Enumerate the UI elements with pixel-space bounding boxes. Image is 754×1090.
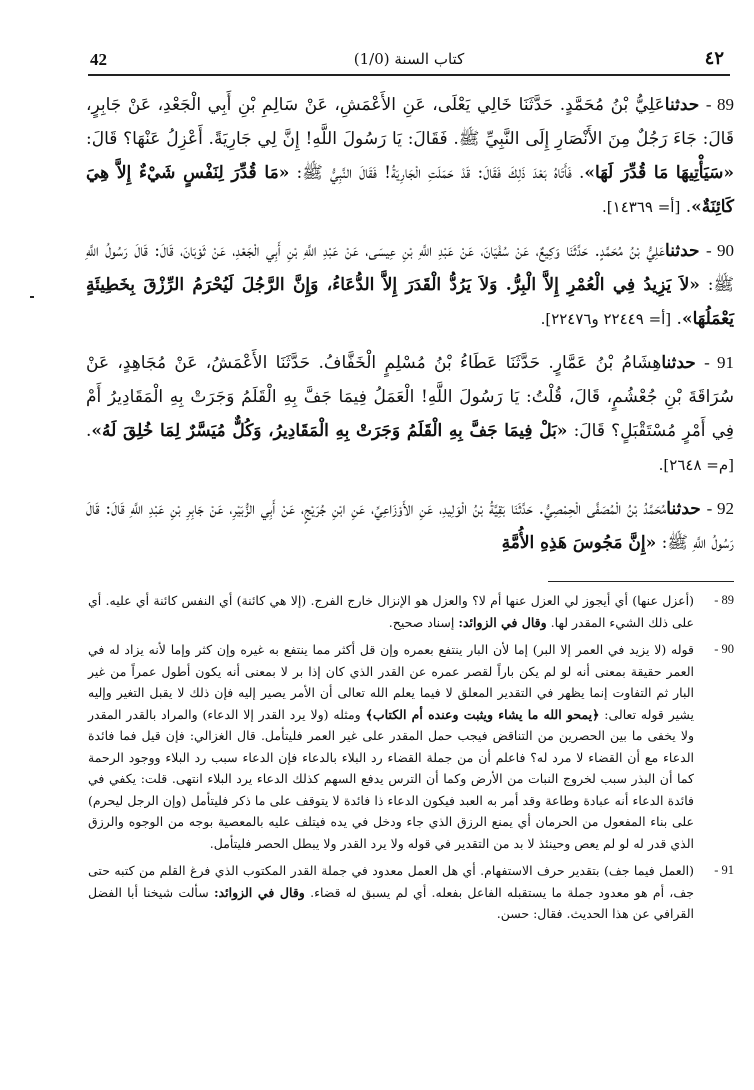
hadith-matn: «لاَ يَزِيدُ فِي الْعُمْرِ إِلاَّ الْبِرُّ. وَلاَ يَرُدُّ الْقَدَرَ إِلاَّ الدُّعَاءُ، وَإِنَّ الرَّجُلَ لَيُحْرَمُ الرِّزْقَ بِخَطِيئَةٍ يَعْمَلُهَا» <box>86 275 734 329</box>
hadith-92 <box>86 492 734 560</box>
hadith-text: . فَأَتَاهُ بَعْدَ ذَلِكَ فَقَالَ: قَدْ حَمَلَتِ الْجَارِيَةُ! فَقَالَ النَّبِيُّ ﷺ: <box>289 163 585 183</box>
hadith-text: . <box>86 421 92 441</box>
hadith-chain: هِشَامُ بْنُ عَمَّارٍ. حَدَّثَنَا عَطَاءُ بْنُ مُسْلِمٍ الْخَفَّافُ. حَدَّثَنَا الأَعْمَشُ، عَنْ مُجَاهِدٍ، عَنْ سُرَاقَةَ بْنِ جُعْشُمٍ، قَالَ، قُلْتُ: يَا رَسُولَ اللَّهِ! الْعَمَلُ فِيمَا جَفَّ بِهِ الْقَلَمُ وَجَرَتْ بِهِ الْمَقَادِيرُ أَمْ فِي أَمْرٍ مُسْتَقْبَلٍ؟ قَالَ: <box>86 353 734 441</box>
footnote-91 <box>88 860 734 925</box>
footnote-89 <box>88 590 734 633</box>
hadith-91 <box>86 346 734 482</box>
hadith-matn: «مَا قُدِّرَ لِنَفْسٍ شَيْءٌ إِلاَّ هِيَ كَائِنَةٌ» <box>86 163 734 217</box>
hadith-89 <box>86 88 734 224</box>
page-number-latin: 42 <box>90 50 107 69</box>
running-title: (1/0) كتاب السنة <box>353 50 465 68</box>
footnote-number: 89 - <box>714 593 734 607</box>
footnote-number: 91 - <box>714 863 734 877</box>
hadith-opener: حدثنا <box>661 353 696 373</box>
hadith-text: . <box>680 197 692 217</box>
footnote-bold: وقال في الزوائد: <box>213 884 305 900</box>
hadith-opener: حدثنا <box>664 95 700 115</box>
page-header <box>88 44 730 76</box>
footnote-90 <box>88 639 734 854</box>
hadith-chain: عَلِيُّ بْنُ مُحَمَّدٍ. حَدَّثَنَا وَكِيعٌ، عَنْ سُفْيَانَ، عَنْ عَبْدِ اللَّهِ بْنِ عِيسَى، عَنْ عَبْدِ اللَّهِ بْنِ أَبِي الْجَعْدِ، عَنْ ثَوْبَانَ، قَالَ: قَالَ رَسُولُ اللَّهِ ﷺ: <box>86 241 735 295</box>
footnote-text: ومثله (ولا يرد القدر إلا الدعاء) والمراد بالقدر المقدر ولا يخفى ما بين الحصرين من التناقض فيجب حمل المقدر على غير العمر فليتأمل. قال الغزالي: فإن قيل فما فائدة الدعاء مع أن القضاء لا مرد له؟ فاعلم أن من جملة القضاء رد البلاء بالدعاء فإن الدعاء سبب رد البلاء ووجود الرحمة كما أن البذر سبب لخروج النبات من الأرض وكما أن الترس يدفع السهم كذلك الدعاء يرد البلاء انتهى. قلت: يكفي في فائدة الدعاء أنه عبادة وطاعة وقد أمر به العبد فيكون الدعاء ذا فائدة لا يتوقف على ما ذكر فليتأمل (وإن الرجل ليحرم) على بناء المفعول من الحرمان أي يمنع الرزق الذي جاء ودخل في يده فيتلف عليه بالمعصية بوجه من الوجوه والرزق الذي قدر له لو لم يعص وحينئذ لا بد من التقدير في قوله ولا يرد القدر ولا يبطل الحصر فليتأمل. <box>88 706 694 851</box>
footnote-number: 90 - <box>714 642 734 656</box>
footnote-separator <box>548 581 734 582</box>
hadith-number: 90 - <box>706 241 734 260</box>
hadith-matn: «إِنَّ مَجُوسَ هَذِهِ الأُمَّةِ <box>501 533 657 553</box>
hadith-text-block <box>86 88 734 578</box>
hadith-number: 91 - <box>704 353 734 372</box>
hadith-matn: «بَلْ فِيمَا جَفَّ بِهِ الْقَلَمُ وَجَرَتْ بِهِ الْمَقَادِيرُ، وَكُلٌّ مُيَسَّرٌ لِمَا خُلِقَ لَهُ» <box>91 421 568 441</box>
footnote-text: (أعزل عنها) أي أيجوز لي العزل عنها أم لا؟ والعزل هو الإنزال خارج الفرج. (إلا هي كائنة) أي النفس كائنة أي عليه. أي على ذلك الشيء المقدر لها. <box>88 593 694 630</box>
footnote-bold: ﴿يمحو الله ما يشاء ويثبت وعنده أم الكتاب﴾ <box>365 706 600 722</box>
footnote-text: (العمل فيما جف) بتقدير حرف الاستفهام. أي هل العمل معدود في جملة القدر المكتوب الذي فرغ القلم من كتبه حتى جف، أم هو معدود جملة ما يستقبله الفاعل بفعله. أي لم يسبق له قضاء. <box>88 863 695 900</box>
page-number-arabic: ٤٢ <box>704 48 724 69</box>
hadith-number: 92 - <box>706 499 734 518</box>
footnote-text: قوله (لا يزيد في العمر إلا البر) إما لأن البار ينتفع بعمره وإن قل أكثر مما ينتفع به غيره وإن كثر وإما لأنه يزاد له في العمر حقيقة بمعنى أنه لو لم يكن باراً لقصر عمره عن القدر الذي كان إذا بر لا بمعنى أنه يكون أطول عمراً من غير البار ثم التفاوت إنما يظهر في التقدير المعلق لا فيما يعلم الله تعالى أن الأمر يصير إليه فإن ذلك لا يقبل التغير وإليه يشير قوله تعالى: <box>88 642 694 722</box>
hadith-matn: «سَيَأْتِيهَا مَا قُدِّرَ لَهَا» <box>584 163 734 183</box>
hadith-opener: حدثنا <box>666 499 701 519</box>
hadith-chain: مُحَمَّدُ بْنُ الْمُصَفَّى الْحِمْصِيُّ. حَدَّثَنَا بَقِيَّةُ بْنُ الْوَلِيدِ، عَنِ الأَوْزَاعِيِّ، عَنِ ابْنِ جُرَيْجٍ، عَنْ أَبِي الزُّبَيْرِ، عَنْ جَابِرِ بْنِ عَبْدِ اللَّهِ قَالَ: قَالَ رَسُولُ اللَّهِ ﷺ: <box>86 499 734 553</box>
hadith-opener: حدثنا <box>665 241 700 261</box>
hadith-reference: [أ= ٢٢٤٤٩ و٢٢٤٧٦]. <box>540 310 672 328</box>
footnote-bold: وقال في الزوائد: <box>458 614 547 630</box>
margin-mark <box>30 296 34 298</box>
hadith-chain: عَلِيُّ بْنُ مُحَمَّدٍ. حَدَّثَنَا خَالِي يَعْلَى، عَنِ الأَعْمَشِ، عَنْ سَالِمِ بْنِ أَبِي الْجَعْدِ، عَنْ جَابِرٍ، قَالَ: جَاءَ رَجُلٌ مِنَ الأَنْصَارِ إِلَى النَّبِيِّ ﷺ. فَقَالَ: يَا رَسُولَ اللَّهِ! إِنَّ لِي جَارِيَةً. أَعْزِلُ عَنْهَا؟ قَالَ: <box>86 95 734 149</box>
footnote-text: إسناد صحيح. <box>388 614 459 630</box>
footnote-text: سألت شيخنا أبا الفضل القرافي عن هذا الحديث. فقال: حسن. <box>88 884 694 921</box>
hadith-90 <box>86 234 734 336</box>
hadith-text: . <box>671 309 682 329</box>
hadith-reference: [م= ٢٦٤٨]. <box>658 456 734 474</box>
hadith-reference: [أ= ١٤٣٦٩]. <box>602 198 681 216</box>
hadith-number: 89 - <box>705 95 734 114</box>
footnotes-block <box>88 590 734 1030</box>
